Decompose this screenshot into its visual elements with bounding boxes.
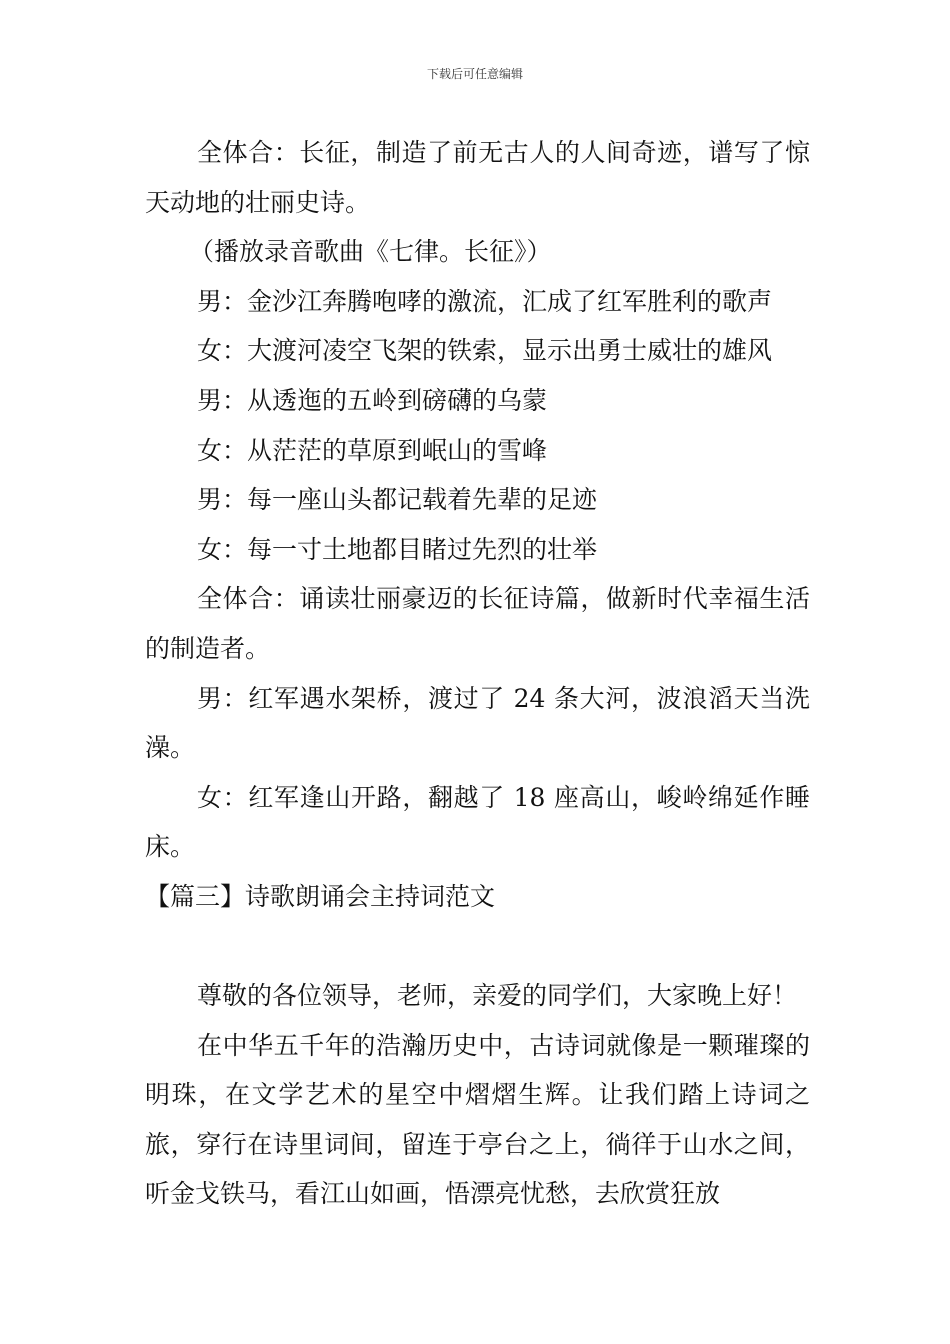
paragraph-female-4: 女：红军逢山开路，翻越了 18 座高山，峻岭绵延作睡床。 (145, 782, 810, 862)
paragraph-female-1: 女：大渡河凌空飞架的铁索，显示出勇士威壮的雄风 (197, 336, 773, 366)
paragraph-chorus-2: 全体合：诵读壮丽豪迈的长征诗篇，做新时代幸福生活的制造者。 (145, 584, 810, 663)
paragraph-male-1: 男：金沙江奔腾咆哮的激流，汇成了红军胜利的歌声 (197, 286, 773, 316)
paragraph-male-4: 男：红军遇水架桥，渡过了 24 条大河，波浪滔天当洗澡。 (145, 683, 810, 763)
paragraph-male-2: 男：从透迤的五岭到磅礴的乌蒙 (197, 385, 548, 415)
paragraph-song-note: （播放录音歌曲《七律。长征》） (189, 237, 552, 267)
paragraph-female-3: 女：每一寸土地都目睹过先烈的壮举 (197, 534, 598, 564)
paragraph-intro: 在中华五千年的浩瀚历史中，古诗词就像是一颗璀璨的明珠，在文学艺术的星空中熠熠生辉。让我们踏上诗词之旅，穿行在诗里词间，留连于亭台之上，徜徉于山水之间，听金戈铁马，看江山如画，悟漂亮忧愁，去欣赏狂放 (145, 1030, 810, 1209)
paragraph-male-3: 男：每一座山头都记载着先辈的足迹 (197, 485, 598, 515)
paragraph-chorus-1: 全体合：长征，制造了前无古人的人间奇迹，谱写了惊天动地的壮丽史诗。 (145, 138, 810, 217)
document-body (145, 128, 810, 1219)
section-heading: 【篇三】诗歌朗诵会主持词范文 (145, 881, 496, 911)
page-header-note: 下载后可任意编辑 (426, 67, 523, 81)
blank-line (145, 922, 810, 972)
paragraph-female-2: 女：从茫茫的草原到岷山的雪峰 (197, 435, 548, 465)
paragraph-greeting: 尊敬的各位领导，老师，亲爱的同学们，大家晚上好！ (197, 981, 798, 1011)
